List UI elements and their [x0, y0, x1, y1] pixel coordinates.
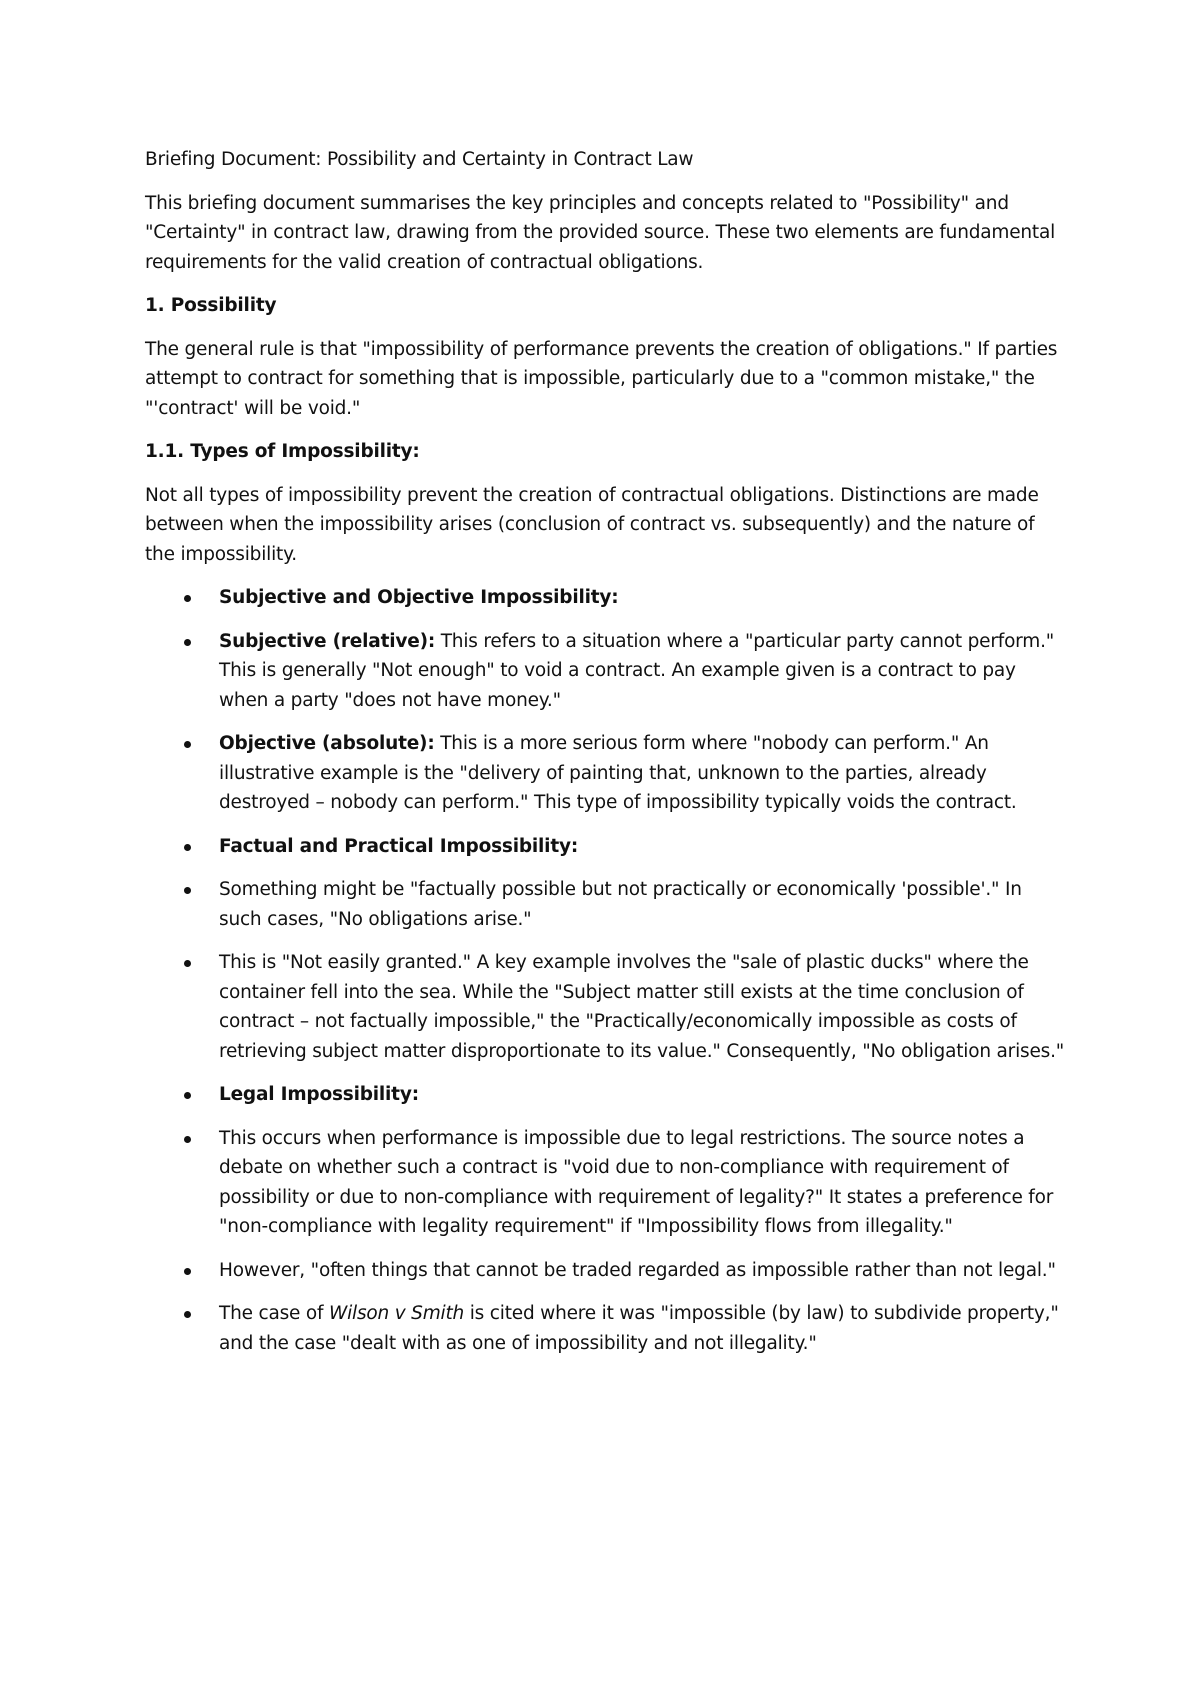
list-item: [145, 1299, 1065, 1358]
factual-text-1: Something might be "factually possible but not practically or economically 'possible'." In such cases, "No obligations arise.": [219, 879, 1022, 930]
bullet-icon: [184, 844, 191, 851]
bullet-heading-legal: Legal Impossibility:: [219, 1084, 419, 1105]
types-paragraph: Not all types of impossibility prevent the creation of contractual obligations. Distinctions are made between when the impossibility arises (conclusion of contract vs. subsequently) and the nature of the impossibility.: [145, 484, 1039, 565]
list-item: [145, 1124, 1065, 1242]
bullet-icon: [184, 1092, 191, 1099]
legal-text-2: However, "often things that cannot be traded regarded as impossible rather than not legal.": [219, 1259, 1056, 1281]
bullet-heading-subjective-objective: Subjective and Objective Impossibility:: [219, 587, 619, 608]
legal-text-3-suffix: is cited where it was "impossible (by law) to subdivide property," and the case "dealt with as one of impossibility and not illegality.": [219, 1303, 1059, 1354]
section-heading-types-of-impossibility: 1.1. Types of Impossibility:: [145, 441, 420, 462]
bullet-icon: [184, 887, 191, 894]
impossibility-bullet-list: [145, 583, 1065, 1358]
bullet-heading-factual-practical: Factual and Practical Impossibility:: [219, 835, 579, 857]
possibility-paragraph: The general rule is that "impossibility of performance prevents the creation of obligations." If parties attempt to contract for something that is impossible, particularly due to a "common mistake," the "'contract' will be void.": [145, 338, 1058, 419]
list-item: [145, 1080, 1065, 1110]
objective-text: This is a more serious form where "nobody can perform." An illustrative example is the "delivery of painting that, unknown to the parties, already destroyed – nobody can perform." This type of impossibility typically voids the contract.: [219, 733, 1017, 813]
list-item: [145, 875, 1065, 934]
factual-text-2: This is "Not easily granted." A key example involves the "sale of plastic ducks" where the container fell into the sea. While the "Subject matter still exists at the time conclusion of contract – not factually impossible," the "Practically/economically impossible as costs of retrieving subject matter disproportionate to its value." Consequently, "No obligation arises.": [219, 952, 1065, 1062]
list-item: [145, 583, 1065, 613]
section-heading-possibility: 1. Possibility: [145, 295, 277, 316]
list-item: [145, 1256, 1065, 1286]
list-item: [145, 627, 1065, 716]
list-item: [145, 729, 1065, 818]
bullet-icon: [184, 1136, 191, 1143]
bullet-icon: [184, 595, 191, 602]
bullet-icon: [184, 639, 191, 646]
subjective-text: This refers to a situation where a "particular party cannot perform." This is generally "Not enough" to void a contract. An example given is a contract to pay when a party "does not have money.": [219, 630, 1055, 711]
subjective-label: Subjective (relative):: [219, 630, 436, 652]
case-name: Wilson v Smith: [329, 1303, 465, 1324]
document-title: Briefing Document: Possibility and Certainty in Contract Law: [145, 149, 694, 170]
intro-paragraph: This briefing document summarises the key principles and concepts related to "Possibility" and "Certainty" in contract law, drawing from the provided source. These two elements are fundamental requirements for the valid creation of contractual obligations.: [145, 192, 1056, 273]
objective-label: Objective (absolute):: [219, 733, 435, 754]
bullet-icon: [184, 741, 191, 748]
list-item: [145, 948, 1065, 1066]
list-item: [145, 832, 1065, 862]
bullet-icon: [184, 1311, 191, 1318]
legal-text-1: This occurs when performance is impossible due to legal restrictions. The source notes a debate on whether such a contract is "void due to non-compliance with requirement of possibility or due to non-compliance with requirement of legality?" It states a preference for "non-compliance with legality requirement" if "Impossibility flows from illegality.": [219, 1127, 1054, 1237]
bullet-icon: [184, 960, 191, 967]
legal-text-3-prefix: The case of: [219, 1303, 330, 1324]
document-page: [145, 145, 1065, 1372]
bullet-icon: [184, 1268, 191, 1275]
